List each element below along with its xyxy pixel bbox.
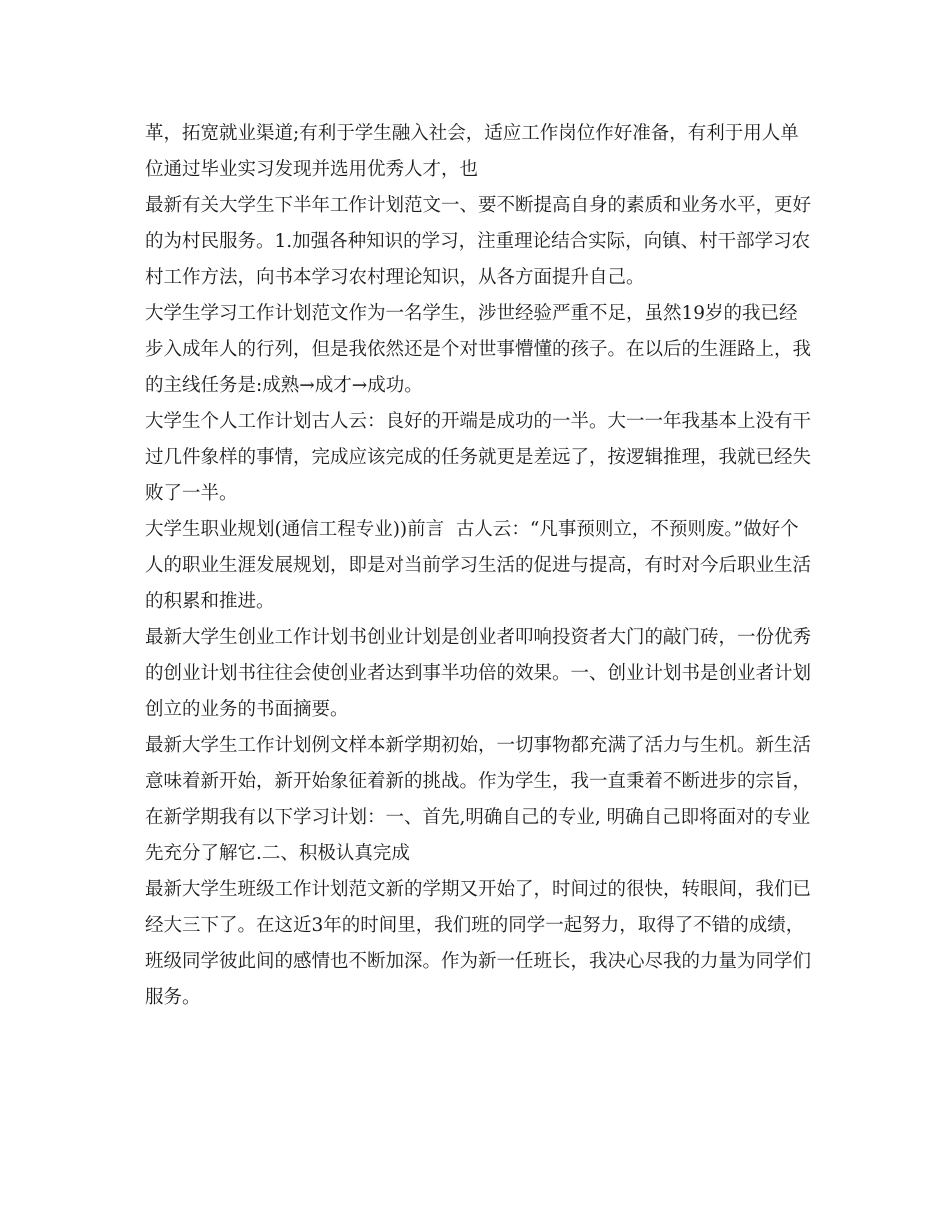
document-body — [145, 116, 815, 1016]
paragraph-3: 大学生学习工作计划范文作为一名学生，涉世经验严重不足，虽然19岁的我已经步入成年人的行列，但是我依然还是个对世事懵懂的孩子。在以后的生涯路上，我的主线任务是:成熟→成才→成功。 — [145, 303, 812, 396]
paragraph-8: 最新大学生班级工作计划范文新的学期又开始了，时间过的很快，转眼间，我们已经大三下了。在这近3年的时间里，我们班的同学一起努力，取得了不错的成绩，班级同学彼此间的感情也不断加深。作为新一任班长，我决心尽我的力量为同学们服务。 — [145, 879, 812, 1008]
paragraph-7: 最新大学生工作计划例文样本新学期初始，一切事物都充满了活力与生机。新生活意味着新开始，新开始象征着新的挑战。作为学生，我一直秉着不断进步的宗旨，在新学期我有以下学习计划：一、首先,明确自己的专业, 明确自己即将面对的专业先充分了解它.二、积极认真完成 — [145, 735, 812, 864]
paragraph-5: 大学生职业规划(通信工程专业))前言 古人云：“凡事预则立，不预则废。”做好个人的职业生涯发展规划，即是对当前学习生活的促进与提高，有时对今后职业生活的积累和推进。 — [145, 519, 812, 612]
paragraph-1: 革，拓宽就业渠道;有利于学生融入社会，适应工作岗位作好准备，有利于用人单位通过毕业实习发现并选用优秀人才，也 — [145, 123, 799, 180]
paragraph-4: 大学生个人工作计划古人云：良好的开端是成功的一半。大一一年我基本上没有干过几件象样的事情，完成应该完成的任务就更是差远了，按逻辑推理，我就已经失败了一半。 — [145, 411, 812, 504]
paragraph-2: 最新有关大学生下半年工作计划范文一、要不断提高自身的素质和业务水平，更好的为村民服务。1.加强各种知识的学习，注重理论结合实际，向镇、村干部学习农村工作方法，向书本学习农村理论知识，从各方面提升自己。 — [145, 195, 812, 288]
paragraph-6: 最新大学生创业工作计划书创业计划是创业者叩响投资者大门的敲门砖，一份优秀的创业计划书往往会使创业者达到事半功倍的效果。一、创业计划书是创业者计划创立的业务的书面摘要。 — [145, 627, 812, 720]
